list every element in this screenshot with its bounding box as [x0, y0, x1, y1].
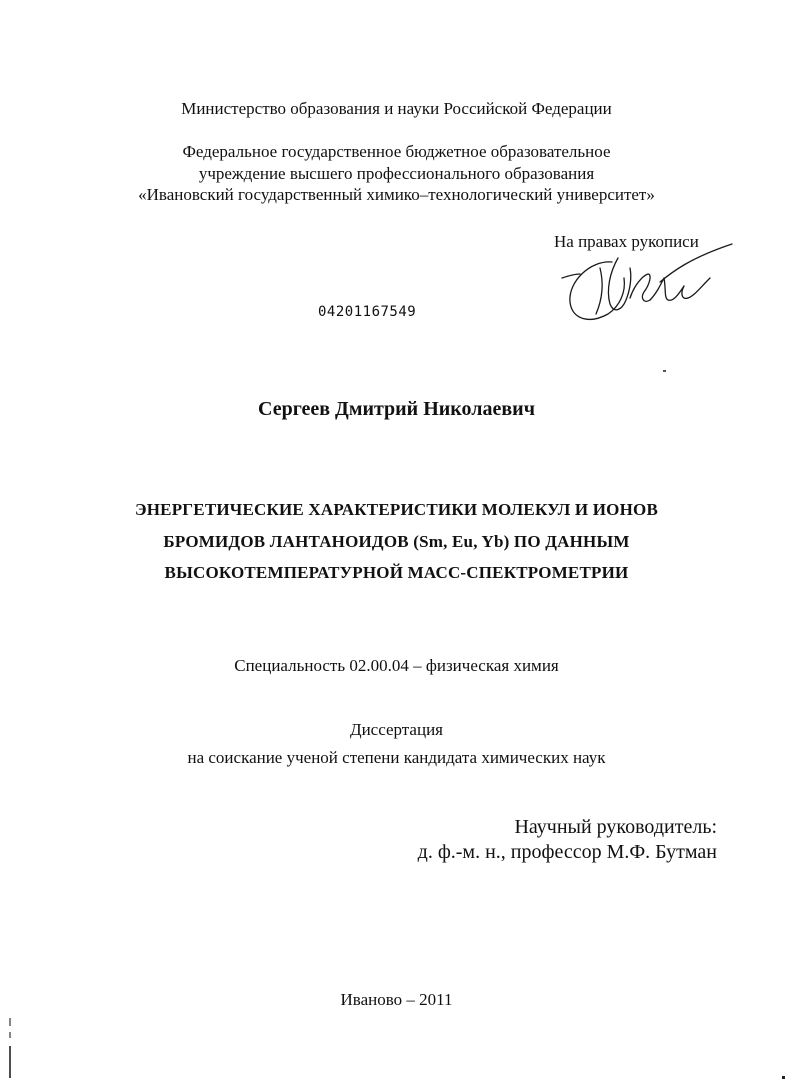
supervisor-label: Научный руководитель: [514, 816, 717, 838]
institution-line-1: Федеральное государственное бюджетное образовательное [182, 142, 611, 161]
dissertation-label: Диссертация [349, 720, 443, 739]
degree-description: на соискание ученой степени кандидата химических наук [187, 748, 606, 767]
institution-line-2: учреждение высшего профессионального образования [198, 164, 595, 183]
ministry-name: Министерство образования и науки Российской Федерации [181, 99, 612, 118]
scan-edge-marks [9, 1018, 11, 1078]
specialty: Специальность 02.00.04 – физическая химия [234, 656, 559, 675]
scan-speck [663, 370, 666, 372]
supervisor-name: д. ф.-м. н., профессор М.Ф. Бутман [417, 841, 717, 863]
handwritten-signature [560, 238, 735, 330]
dissertation-title-line-1: ЭНЕРГЕТИЧЕСКИЕ ХАРАКТЕРИСТИКИ МОЛЕКУЛ И ИОНОВ [135, 500, 658, 519]
author-name: Сергеев Дмитрий Николаевич [258, 398, 535, 420]
manuscript-note: На правах рукописи [554, 232, 699, 251]
dissertation-title-line-2: БРОМИДОВ ЛАНТАНОИДОВ (Sm, Eu, Yb) ПО ДАННЫМ [163, 532, 630, 551]
institution-line-3: «Ивановский государственный химико–технологический университет» [138, 185, 655, 204]
dissertation-title-line-3: ВЫСОКОТЕМПЕРАТУРНОЙ МАСС-СПЕКТРОМЕТРИИ [164, 563, 629, 582]
registration-number: 04201167549 [318, 304, 417, 320]
place-and-year: Иваново – 2011 [340, 990, 453, 1009]
scan-corner-speck [782, 1076, 785, 1079]
